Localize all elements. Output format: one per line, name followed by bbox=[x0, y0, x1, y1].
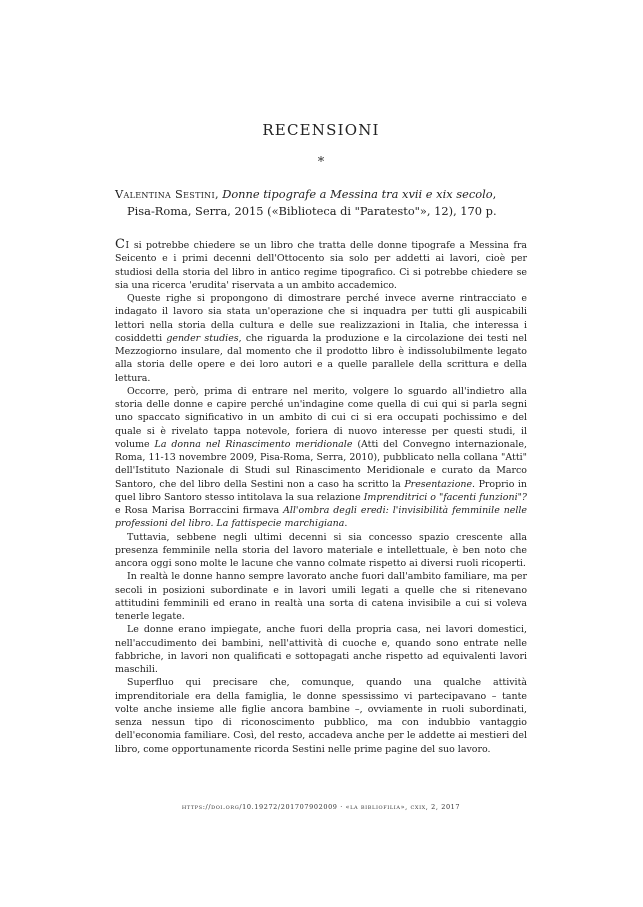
paragraph: Occorre, però, prima di entrare nel merito, volgere lo sguardo all'indietro alla storia delle donne e capire perché un'indagine come quella di cui qui si parla segni uno spaccato significativo in un ambito di cui ci si era occupati pochissimo e del quale si è rivelato tappa notevole, foriera di nuovo interesse per questi studi, il volume La donna nel Rinascimento meridionale (Atti del Convegno internazionale, Roma, 11-13 novembre 2009, Pisa-Roma, Serra, 2010), pubblicato nella collana "Atti" dell'Istituto Nazionale di Studi sul Rinascimento Meridionale e curato da Marco Santoro, che del libro della Sestini non a caso ha scritto la Presentazione. Proprio in quel libro Santoro stesso intitolava la sua relazione Imprenditrici o "facenti funzioni"? e Rosa Marisa Borraccini firmava All'ombra degli eredi: l'invisibilità femminile nelle professioni del libro. La fattispecie marchigiana. bbox=[115, 385, 527, 530]
section-title: RECENSIONI bbox=[262, 121, 380, 139]
paragraph: In realtà le donne hanno sempre lavorato anche fuori dall'ambito familiare, ma per secoli in posizioni subordinate e in lavori umili legati a quelle che si ritenevano attitudini femminili ed erano in realtà una sorta di catena invisibile a cui si voleva tenerle legate. bbox=[115, 571, 527, 622]
citation-title: Donne tipografe a Messina tra xvii e xix secolo bbox=[222, 187, 493, 201]
paragraph: Ci si potrebbe chiedere se un libro che tratta delle donne tipografe a Messina fra Seicento e i primi decenni dell'Ottocento sia solo per addetti ai lavori, cioè per studiosi della storia del libro in antico regime tipografico. Ci si potrebbe chiedere se sia una ricerca 'erudita' riservata a un ambito accademico. bbox=[115, 237, 527, 291]
paragraph: Superfluo qui precisare che, comunque, quando una qualche attività imprenditoriale era della famiglia, le donne spessissimo vi partecipavano – tante volte anche insieme alle figlie ancora bambine –, ovviamente in ruoli subordinati, senza nessun tipo di riconoscimento pubblico, ma con indubbio vantaggio dell'economia familiare. Così, del resto, accadeva anche per le addette ai mestieri del libro, come opportunamente ricorda Sestini nelle prime pagine del suo lavoro. bbox=[115, 677, 527, 755]
citation-publication: , Pisa-Roma, Serra, 2015 («Biblioteca di "Paratesto"», 12), 170 p. bbox=[127, 187, 497, 218]
review-body bbox=[115, 238, 527, 756]
drop-cap: Ci bbox=[115, 237, 130, 252]
citation-author: Valentina Sestini bbox=[115, 187, 215, 201]
paragraph: Queste righe si propongono di dimostrare perché invece averne rintracciato e indagato il lavoro sia stata un'operazione che si inquadra per tutti gli auspicabili lettori nella storia della cultura e delle sue realizzazioni in Italia, che interessa i cosiddetti gender studies, che riguarda la produzione e la circolazione dei testi nel Mezzogiorno insulare, dal momento che il prodotto libro è indissolubilmente legato alla storia delle opere e dei loro autori e a quelle parallele della scrittura e della lettura. bbox=[115, 293, 528, 384]
citation-sep: , bbox=[214, 187, 223, 201]
ornament-asterisk: * bbox=[317, 155, 325, 170]
page-footer-doi: https://doi.org/10.19272/201707902009 · «la bibliofilia», cxix, 2, 2017 bbox=[181, 803, 461, 811]
paragraph: Le donne erano impiegate, anche fuori della propria casa, nei lavori domestici, nell'accudimento dei bambini, nell'attività di cuoche e, quando sono entrate nelle fabbriche, in lavori non qualificati e sottopagati anche rispetto ad equivalenti lavori maschili. bbox=[115, 624, 527, 675]
review-citation bbox=[115, 186, 527, 220]
paragraph: Tuttavia, sebbene negli ultimi decenni si sia concesso spazio crescente alla presenza femminile nella storia del lavoro materiale e intellettuale, è ben noto che ancora oggi sono molte le lacune che vanno colmate rispetto ai diversi ruoli ricoperti. bbox=[115, 531, 527, 569]
